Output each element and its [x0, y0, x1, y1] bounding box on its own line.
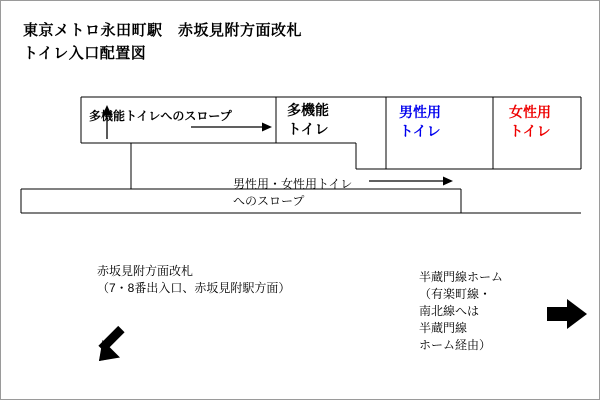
- toilet-layout-diagram: [1, 81, 600, 241]
- slope-label-multipurpose: 多機能トイレへのスロープ: [89, 109, 232, 123]
- room-label-mens-line1: 男性用: [399, 104, 441, 120]
- arrow-right-icon: [547, 297, 589, 336]
- note-ticket-gate-line1: 赤坂見附方面改札: [97, 264, 194, 278]
- room-label-womens-toilet: [509, 103, 551, 141]
- note-hanzomon-line3: 南北線へは: [419, 304, 480, 318]
- room-label-mens-toilet: [399, 103, 441, 141]
- room-label-multipurpose-line1: 多機能: [287, 102, 329, 118]
- note-hanzomon-line5: ホーム経由）: [419, 338, 492, 352]
- note-ticket-gate: [97, 263, 290, 297]
- note-hanzomon-line2: （有楽町線・: [419, 287, 492, 301]
- page-title-line2: トイレ入口配置図: [23, 45, 147, 62]
- room-label-mens-line2: トイレ: [399, 123, 441, 139]
- room-label-multipurpose-toilet: [287, 101, 329, 139]
- note-hanzomon-platform: [419, 269, 503, 354]
- arrow-down-left-icon: [93, 323, 137, 372]
- slope-label-mens-womens: [233, 176, 352, 210]
- page-title-line1: 東京メトロ永田町駅 赤坂見附方面改札: [23, 22, 303, 39]
- page-title: [23, 19, 302, 65]
- room-label-womens-line1: 女性用: [509, 104, 551, 120]
- note-hanzomon-line4: 半蔵門線: [419, 321, 468, 335]
- slope-label-mens-womens-line1: 男性用・女性用トイレ: [233, 177, 353, 191]
- slope-label-mens-womens-line2: へのスロープ: [233, 194, 305, 208]
- room-label-womens-line2: トイレ: [509, 123, 551, 139]
- note-hanzomon-line1: 半蔵門線ホーム: [419, 270, 504, 284]
- note-ticket-gate-line2: （7・8番出入口、赤坂見附駅方面）: [97, 281, 291, 295]
- room-label-multipurpose-line2: トイレ: [287, 121, 329, 137]
